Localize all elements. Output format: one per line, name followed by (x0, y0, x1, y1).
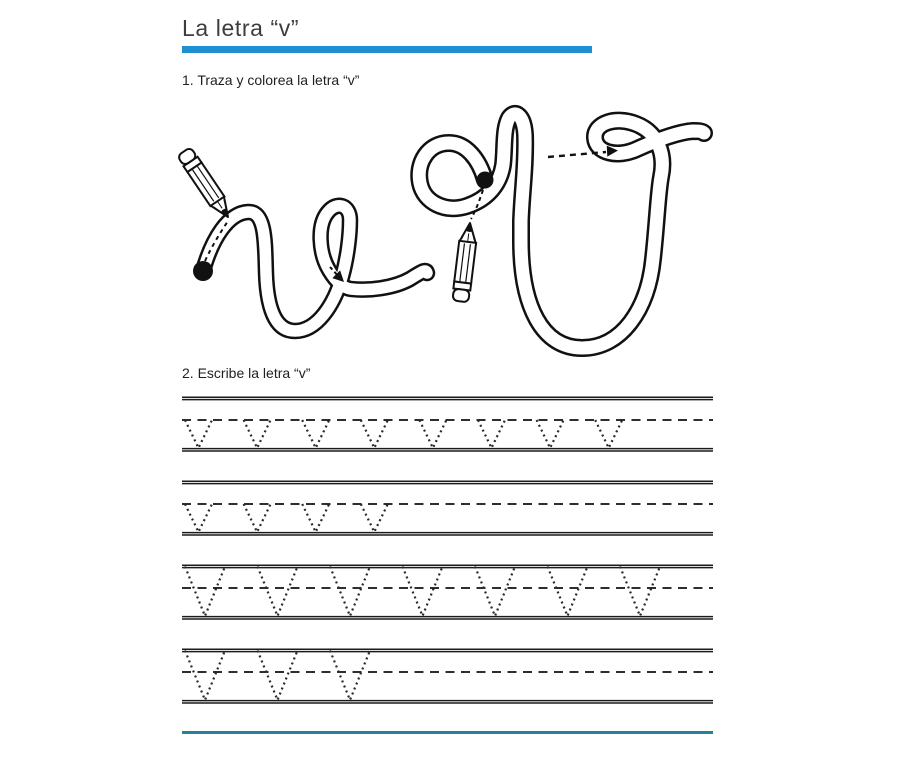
cursive-lowercase-v-outline (177, 147, 427, 331)
footer-rule (182, 731, 713, 734)
dotted-trace-letter-v (302, 420, 329, 448)
dotted-trace-letter-V (185, 651, 225, 701)
dotted-trace-letter-V (330, 651, 370, 701)
practice-line-set (182, 564, 713, 622)
dotted-trace-letter-V (330, 567, 370, 617)
dotted-trace-letter-v (361, 420, 388, 448)
dotted-trace-letter-V (403, 567, 443, 617)
page-title: La letra “v” (182, 15, 300, 41)
loop-direction-arrow (548, 145, 618, 157)
dotted-trace-letter-v (361, 504, 388, 532)
dotted-trace-letter-V (620, 567, 660, 617)
start-dot (193, 261, 213, 281)
dotted-trace-letter-V (475, 567, 515, 617)
dotted-trace-letter-v (244, 420, 271, 448)
dotted-trace-letter-v (537, 420, 564, 448)
dotted-trace-letter-v (595, 420, 622, 448)
practice-line-set (182, 396, 713, 454)
dotted-trace-letter-v (185, 504, 212, 532)
header-rule (182, 46, 592, 53)
practice-area (182, 396, 900, 706)
dotted-trace-letter-V (548, 567, 588, 617)
trace-letters-figure (170, 91, 730, 361)
dotted-trace-letter-v (185, 420, 212, 448)
practice-line-set (182, 480, 713, 538)
dotted-trace-letter-V (258, 651, 298, 701)
instruction-write: 2. Escribe la letra “v” (182, 365, 311, 382)
dotted-trace-letter-v (302, 504, 329, 532)
dotted-trace-letter-v (478, 420, 505, 448)
pencil-icon (177, 147, 235, 222)
cursive-uppercase-v-outline (419, 114, 704, 348)
dotted-trace-letter-v (244, 504, 271, 532)
pencil-icon (452, 222, 479, 302)
dotted-trace-letter-V (258, 567, 298, 617)
practice-line-set (182, 648, 713, 706)
dotted-trace-letter-V (185, 567, 225, 617)
instruction-trace: 1. Traza y colorea la letra “v” (182, 72, 360, 89)
start-dot (477, 172, 494, 189)
dotted-trace-letter-v (419, 420, 446, 448)
